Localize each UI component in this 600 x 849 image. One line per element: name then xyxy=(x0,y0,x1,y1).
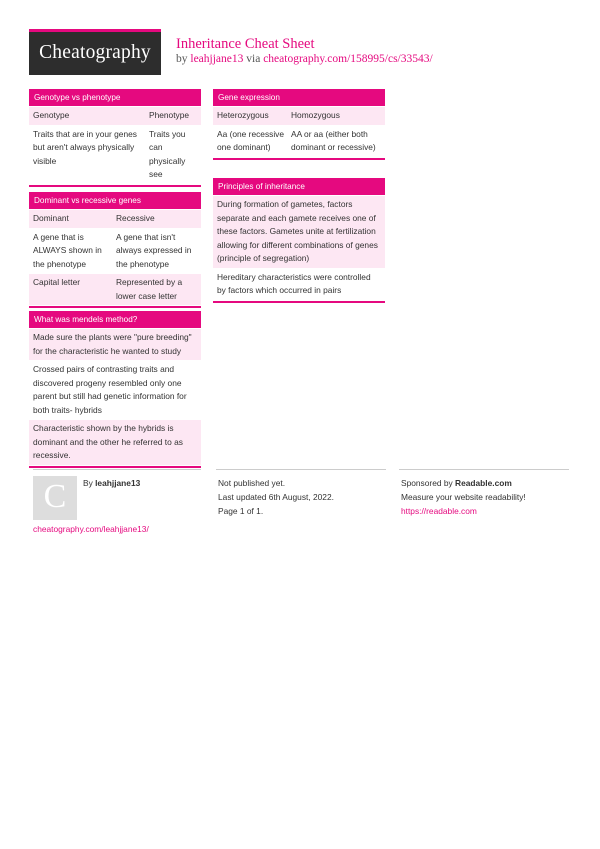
sponsor-link[interactable]: https://readable.com xyxy=(401,506,477,516)
column-header: Homozygous xyxy=(291,110,340,120)
column-header: Recessive xyxy=(116,213,155,223)
table-cell: A gene that isn't always expressed in the phenotype xyxy=(116,231,192,269)
sponsor-tagline: Measure your website readability! xyxy=(401,492,526,502)
section-genotype-phenotype xyxy=(29,89,201,187)
list-item: Crossed pairs of contrasting traits and discovered progeny resembled only one parent but still had genetic information for both traits- hybrids xyxy=(29,361,201,420)
list-item: Hereditary characteristics were controlled by factors which occurred in pairs xyxy=(213,269,385,301)
sponsor-prefix: Sponsored by xyxy=(401,478,453,488)
column-header: Heterozygous xyxy=(217,110,269,120)
byline-via: via xyxy=(246,53,261,65)
section-dominant-recessive xyxy=(29,192,201,308)
table-cell: Traits you can physically see xyxy=(149,128,186,179)
column-header: Dominant xyxy=(33,213,69,223)
column-header: Phenotype xyxy=(149,110,190,120)
list-item: Made sure the plants were "pure breeding" for the characteristic he wanted to study xyxy=(29,329,201,361)
table-cell: Capital letter xyxy=(33,277,81,287)
table-cell: A gene that is ALWAYS shown in the phenotype xyxy=(33,231,102,269)
footer-sponsor xyxy=(401,477,512,491)
section-mendels-method xyxy=(29,311,201,468)
section-title: Principles of inheritance xyxy=(213,178,385,196)
footer-divider xyxy=(399,469,569,470)
author-avatar[interactable] xyxy=(33,476,77,520)
column-header: Genotype xyxy=(33,110,70,120)
table-header-row xyxy=(29,210,201,229)
table-cell: Aa (one recessive one dominant) xyxy=(217,128,285,152)
page-title: Inheritance Cheat Sheet xyxy=(176,36,315,52)
list-item: During formation of gametes, factors separate and each gamete receives one of these factors. Gametes unite at fertilization allowing for different combinations of genes (principle of segregation) xyxy=(213,196,385,269)
section-principles-of-inheritance xyxy=(213,178,385,303)
section-gene-expression xyxy=(213,89,385,160)
section-title: Dominant vs recessive genes xyxy=(29,192,201,210)
table-row xyxy=(29,229,201,275)
list-item: Characteristic shown by the hybrids is dominant and the other he referred to as recessive. xyxy=(29,420,201,466)
sponsor-name[interactable]: Readable.com xyxy=(455,478,512,488)
table-row xyxy=(29,274,201,306)
table-header-row xyxy=(213,107,385,126)
section-title: Gene expression xyxy=(213,89,385,107)
sheet-url-link[interactable]: cheatography.com/158995/cs/33543/ xyxy=(263,53,433,65)
logo-text: Cheatography xyxy=(39,42,151,63)
table-row xyxy=(29,126,201,185)
section-title: What was mendels method? xyxy=(29,311,201,329)
byline xyxy=(176,53,433,65)
section-title: Genotype vs phenotype xyxy=(29,89,201,107)
avatar-letter: C xyxy=(43,478,67,515)
table-header-row xyxy=(29,107,201,126)
footer-status: Not published yet. xyxy=(218,478,286,488)
footer-divider xyxy=(33,469,201,470)
footer-page-number: Page 1 of 1. xyxy=(218,506,264,516)
footer-divider xyxy=(216,469,386,470)
footer-author xyxy=(83,477,140,491)
footer-author-link[interactable]: leahjjane13 xyxy=(95,478,141,488)
table-cell: AA or aa (either both dominant or recessive) xyxy=(291,128,376,152)
footer-updated: Last updated 6th August, 2022. xyxy=(218,492,334,502)
table-row xyxy=(213,126,385,158)
author-link[interactable]: leahjjane13 xyxy=(190,53,244,65)
cheatography-logo[interactable] xyxy=(29,29,161,75)
footer-by: By xyxy=(83,478,93,488)
table-cell: Represented by a lower case letter xyxy=(116,277,183,301)
footer-profile-link[interactable]: cheatography.com/leahjjane13/ xyxy=(33,524,149,534)
byline-by: by xyxy=(176,53,188,65)
table-cell: Traits that are in your genes but aren't always physically visible xyxy=(33,128,137,166)
